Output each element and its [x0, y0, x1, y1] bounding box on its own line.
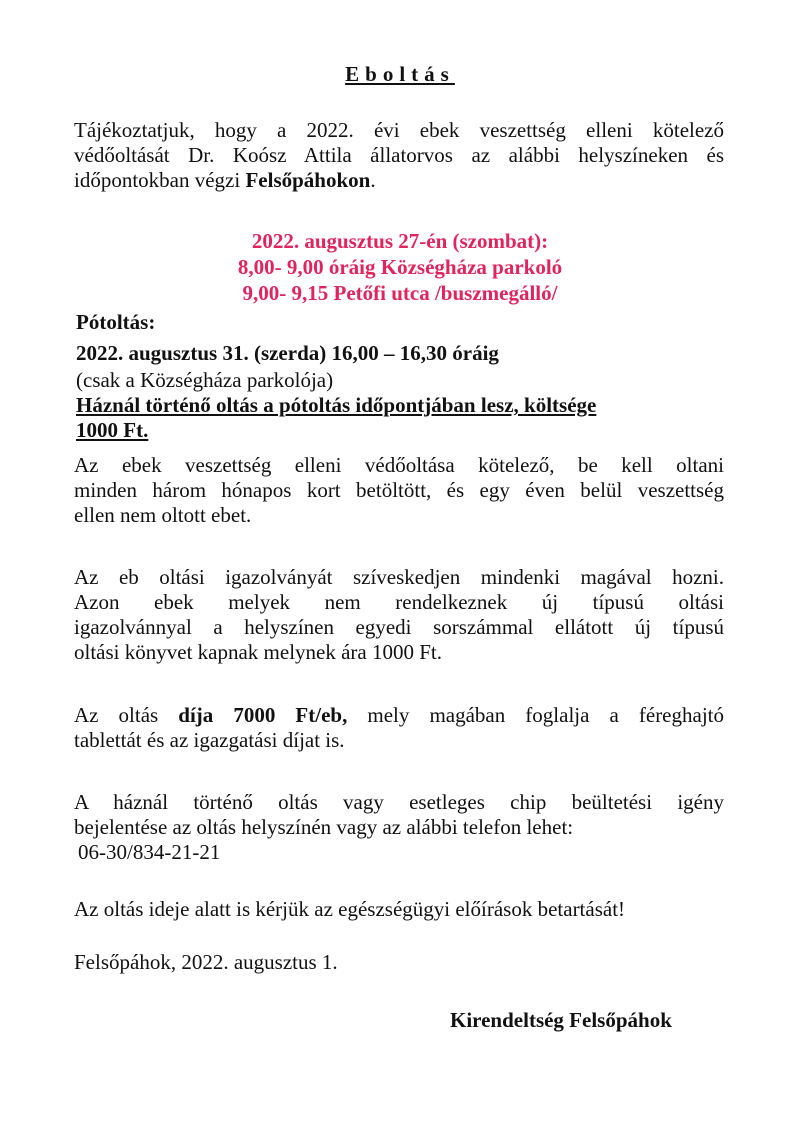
booklet-line: Az eb oltási igazolványát szíveskedjen mindenki magával hozni. — [74, 565, 724, 589]
home-vaccination-price: 1000 Ft. — [76, 418, 149, 442]
intro-text: . — [370, 168, 376, 192]
fee-amount: díja 7000 Ft/eb, — [178, 703, 348, 727]
mandatory-line: minden három hónapos kort betöltött, és egy éven belül veszettség — [74, 478, 724, 502]
intro-paragraph — [74, 118, 724, 193]
contact-paragraph — [74, 790, 724, 865]
contact-line: A háznál történő oltás vagy esetleges chip beültetési igény — [74, 790, 724, 814]
fee-text: Az oltás — [74, 703, 179, 727]
phone-number: 06-30/834-21-21 — [78, 840, 221, 864]
booklet-line: Azon ebek melyek nem rendelkeznek új típusú oltási — [74, 590, 724, 614]
mandatory-line: Az ebek veszettség elleni védőoltása kötelező, be kell oltani — [74, 453, 724, 477]
rules-paragraph — [74, 897, 754, 922]
intro-text: időpontokban végzi — [74, 168, 246, 192]
contact-line: bejelentése az oltás helyszínén vagy az alábbi telefon lehet: — [74, 815, 574, 839]
home-vaccination-note: Háznál történő oltás a pótoltás időpontjában lesz, költsége — [76, 393, 597, 417]
makeup-place: (csak a Községháza parkolója) — [76, 368, 334, 392]
makeup-block — [76, 310, 726, 443]
fee-text: mely magában foglalja a féreghajtó — [347, 703, 724, 727]
intro-line — [74, 168, 724, 193]
intro-line: Tájékoztatjuk, hogy a 2022. évi ebek veszettség elleni kötelező — [74, 118, 724, 142]
rules-line: Az oltás ideje alatt is kérjük az egészségügyi előírások betartását! — [74, 897, 626, 921]
schedule-slot: 9,00- 9,15 Petőfi utca /buszmegálló/ — [242, 281, 558, 305]
schedule-date: 2022. augusztus 27-én (szombat): — [251, 229, 549, 253]
fee-line — [74, 703, 724, 728]
signature: Kirendeltség Felsőpáhok — [450, 1008, 672, 1032]
booklet-line: igazolvánnyal a helyszínen egyedi sorszámmal ellátott új típusú — [74, 615, 724, 639]
fee-line: tablettát és az igazgatási díjat is. — [74, 728, 345, 752]
date-place-line: Felsőpáhok, 2022. augusztus 1. — [74, 950, 338, 974]
booklet-line: oltási könyvet kapnak melynek ára 1000 Ft. — [74, 640, 443, 664]
fee-paragraph — [74, 703, 724, 753]
mandatory-line: ellen nem oltott ebet. — [74, 503, 252, 527]
schedule-block — [0, 228, 800, 306]
schedule-slot: 8,00- 9,00 óráig Községháza parkoló — [237, 255, 563, 279]
makeup-date: 2022. augusztus 31. (szerda) 16,00 – 16,30 óráig — [76, 341, 499, 365]
village-name: Felsőpáhokon — [245, 168, 371, 192]
makeup-heading: Pótoltás: — [76, 310, 156, 334]
booklet-paragraph — [74, 565, 724, 665]
date-place — [74, 950, 724, 975]
page-title: Eboltás — [345, 62, 455, 86]
mandatory-paragraph — [74, 453, 724, 528]
intro-line: védőoltását Dr. Koósz Attila állatorvos az alábbi helyszíneken és — [74, 143, 724, 167]
